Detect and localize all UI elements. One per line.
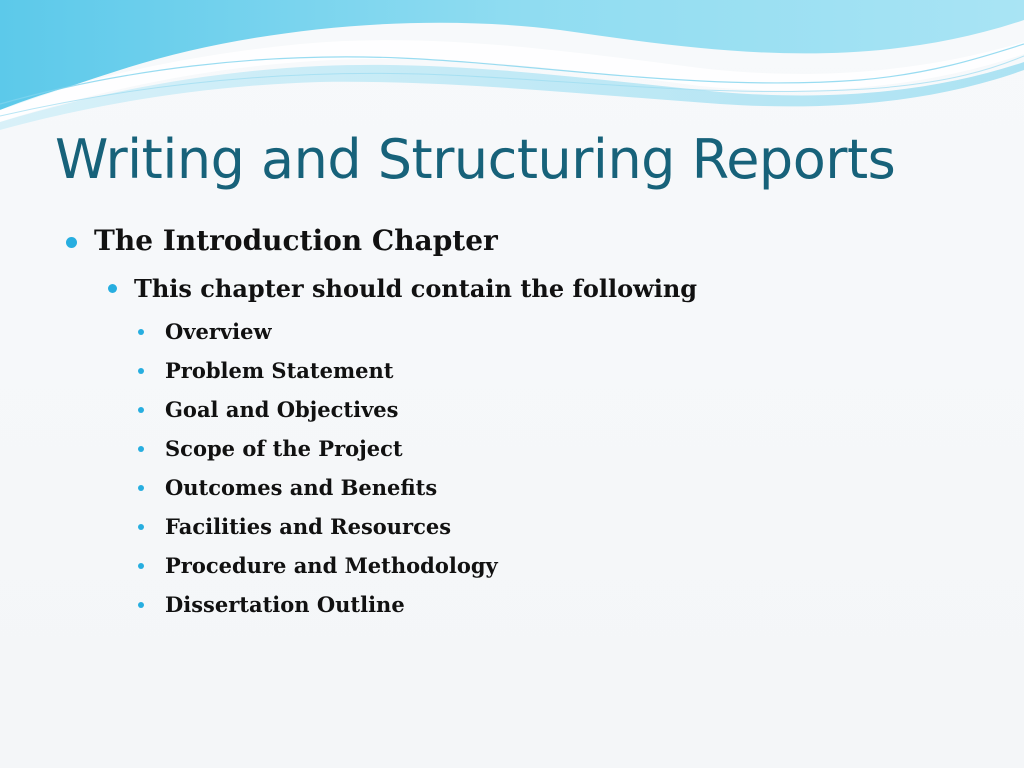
list-item [0,585,498,624]
list-item-text: Goal and Objectives [165,397,399,422]
bullet-level1: The Introduction Chapter [94,224,498,257]
list-item [0,390,498,429]
bullet-list-level3 [0,312,498,624]
bullet-dot-icon [138,563,144,569]
list-item [0,507,498,546]
bullet-dot-icon [138,368,144,374]
bullet-dot-icon [138,407,144,413]
list-item [0,468,498,507]
list-item [0,546,498,585]
list-item-text: Procedure and Methodology [165,553,498,578]
bullet-dot-icon [138,446,144,452]
list-item-text: Overview [165,319,272,344]
list-item-text: Facilities and Resources [165,514,452,539]
slide-title: Writing and Structuring Reports [55,128,896,191]
bullet-dot-icon [138,329,144,335]
list-item [0,429,498,468]
list-item-text: Outcomes and Benefits [165,475,438,500]
list-item-text: Scope of the Project [165,436,403,461]
bullet-dot-icon [66,237,77,248]
list-item [0,351,498,390]
list-item-text: Problem Statement [165,358,394,383]
bullet-level2: This chapter should contain the following [134,274,698,303]
bullet-dot-icon [138,485,144,491]
bullet-dot-icon [138,602,144,608]
bullet-dot-icon [108,284,117,293]
list-item-text: Dissertation Outline [165,592,405,617]
bullet-dot-icon [138,524,144,530]
list-item [0,312,498,351]
